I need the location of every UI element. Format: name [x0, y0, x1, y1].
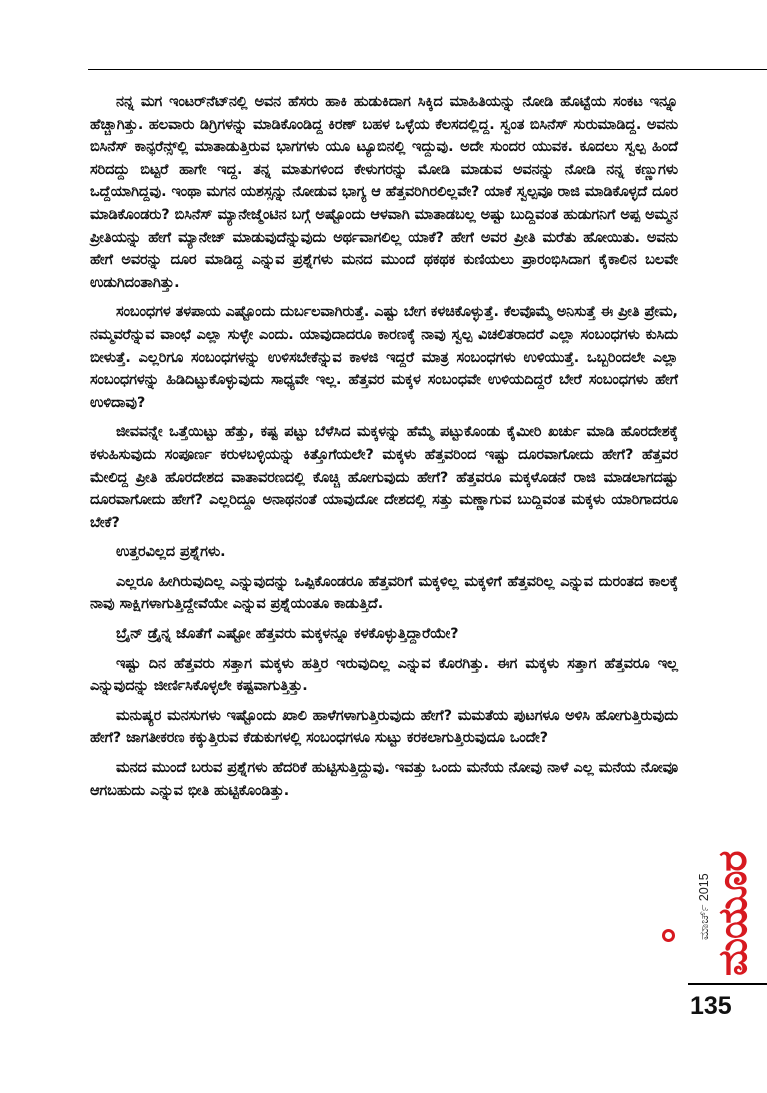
paragraph-1: ನನ್ನ ಮಗ ಇಂಟರ್‌ನೆಟ್‌ನಲ್ಲಿ ಅವನ ಹೆಸರು ಹಾಕಿ ಹುಡುಕಿದಾಗ ಸಿಕ್ಕಿದ ಮಾಹಿತಿಯನ್ನು ನೋಡಿ ಹೊಟ್ಟೆಯ ಸಂಕಟ ಇನ್ನೂ ಹೆಚ್ಚಾಗಿತ್ತು. ಹಲವಾರು ಡಿಗ್ರಿಗಳನ್ನು ಮಾಡಿಕೊಂಡಿದ್ದ ಕಿರಣ್ ಬಹಳ ಒಳ್ಳೆಯ ಕೆಲಸದಲ್ಲಿದ್ದ. ಸ್ವಂತ ಬಿಸಿನೆಸ್ ಸುರುಮಾಡಿದ್ದ. ಅವನು ಬಿಸಿನೆಸ್ ಕಾನ್ಫರೆನ್ಸ್‌ಲ್ಲಿ ಮಾತಾಡುತ್ತಿರುವ ಭಾಗಗಳು ಯೂ ಟ್ಯೂಬಿನಲ್ಲಿ ಇದ್ದುವು. ಅದೇ ಸುಂದರ ಯುವಕ. ಕೂದಲು ಸ್ವಲ್ಪ ಹಿಂದೆ ಸರಿದದ್ದು ಬಿಟ್ಟರೆ ಹಾಗೇ ಇದ್ದ. ತನ್ನ ಮಾತುಗಳಿಂದ ಕೇಳುಗರನ್ನು ಮೋಡಿ ಮಾಡುವ ಅವನನ್ನು ನೋಡಿ ನನ್ನ ಕಣ್ಣುಗಳು ಒದ್ದೆಯಾಗಿದ್ದವು. ಇಂಥಾ ಮಗನ ಯಶಸ್ಸನ್ನು ನೋಡುವ ಭಾಗ್ಯ ಆ ಹೆತ್ತವರಿಗಿರಲಿಲ್ಲವೇ? ಯಾಕೆ ಸ್ವಲ್ಪವೂ ರಾಜಿ ಮಾಡಿಕೊಳ್ಳದೆ ದೂರ ಮಾಡಿಕೊಂಡರು? ಬಿಸಿನೆಸ್ ಮ್ಯಾನೇಜ್ಮೆಂಟಿನ ಬಗ್ಗೆ ಅಷ್ಟೊಂದು ಆಳವಾಗಿ ಮಾತಾಡಬಲ್ಲ ಅಷ್ಟು ಬುದ್ದಿವಂತ ಹುಡುಗನಿಗೆ ಅಪ್ಪ ಅಮ್ಮನ ಪ್ರೀತಿಯನ್ನು ಹೇಗೆ ಮ್ಯಾನೇಜ್ ಮಾಡುವುದೆನ್ನುವುದು ಅರ್ಥವಾಗಲಿಲ್ಲ ಯಾಕೆ? ಹೇಗೆ ಅವರ ಪ್ರೀತಿ ಮರೆತು ಹೋಯಿತು. ಅವನು ಹೇಗೆ ಅವರನ್ನು ದೂರ ಮಾಡಿದ್ದ ಎನ್ನುವ ಪ್ರಶ್ನೆಗಳು ಮನದ ಮುಂದೆ ಥಕಥಕ ಕುಣಿಯಲು ಪ್ರಾರಂಭಿಸಿದಾಗ ಕೈಕಾಲಿನ ಬಲವೇ ಉಡುಗಿದಂತಾಗಿತ್ತು.	[90, 94, 678, 291]
paragraph-9: ಮನದ ಮುಂದೆ ಬರುವ ಪ್ರಶ್ನೆಗಳು ಹೆದರಿಕೆ ಹುಟ್ಟಿಸುತ್ತಿದ್ದುವು. ಇವತ್ತು ಒಂದು ಮನೆಯ ನೋವು ನಾಳೆ ಎಲ್ಲ ಮನೆಯ ನೋವೂ ಆಗಬಹುದು ಎನ್ನುವ ಭೀತಿ ಹುಟ್ಟಿಕೊಂಡಿತ್ತು.	[90, 760, 678, 799]
paragraph-5: ಎಲ್ಲರೂ ಹೀಗಿರುವುದಿಲ್ಲ ಎನ್ನುವುದನ್ನು ಒಪ್ಪಿಕೊಂಡರೂ ಹೆತ್ತವರಿಗೆ ಮಕ್ಕಳಿಲ್ಲ ಮಕ್ಕಳಿಗೆ ಹೆತ್ತವರಿಲ್ಲ ಎನ್ನುವ ದುರಂತದ ಕಾಲಕ್ಕೆ ನಾವು ಸಾಕ್ಷಿಗಳಾಗುತ್ತಿದ್ದೇವೆಯೇ ಎನ್ನುವ ಪ್ರಶ್ನೆಯಂತೂ ಕಾಡುತ್ತಿದೆ.	[90, 573, 678, 613]
page-number: 135	[690, 992, 732, 1020]
issue-date: ಮಾರ್ಚ್ 2015	[697, 873, 711, 940]
article-body	[90, 91, 678, 809]
paragraph-4: ಉತ್ತರವಿಲ್ಲದ ಪ್ರಶ್ನೆಗಳು.	[116, 544, 226, 561]
paragraph-8: ಮನುಷ್ಯರ ಮನಸುಗಳು ಇಷ್ಟೊಂದು ಖಾಲಿ ಹಾಳೆಗಳಾಗುತ್ತಿರುವುದು ಹೇಗೆ? ಮಮತೆಯ ಪುಟಗಳೂ ಅಳಿಸಿ ಹೋಗುತ್ತಿರುವುದು ಹೇಗೆ? ಜಾಗತೀಕರಣ ಕಕ್ಕುತ್ತಿರುವ ಕೆಡುಕುಗಳಲ್ಲಿ ಸಂಬಂಧಗಳೂ ಸುಟ್ಟು ಕರಕಲಾಗುತ್ತಿರುವುದೂ ಒಂದೇ?	[90, 707, 678, 747]
magazine-logo	[666, 851, 756, 976]
paragraph-2: ಸಂಬಂಧಗಳ ತಳಪಾಯ ಎಷ್ಟೊಂದು ದುರ್ಬಲವಾಗಿರುತ್ತೆ. ಎಷ್ಟು ಬೇಗ ಕಳಚಿಕೊಳ್ಳುತ್ತೆ. ಕೆಲವೊಮ್ಮೆ ಅನಿಸುತ್ತೆ ಈ ಪ್ರೀತಿ ಪ್ರೇಮ, ನಮ್ಮವರೆನ್ನುವ ವಾಂಛೆ ಎಲ್ಲಾ ಸುಳ್ಳೇ ಎಂದು. ಯಾವುದಾದರೂ ಕಾರಣಕ್ಕೆ ನಾವು ಸ್ವಲ್ಪ ವಿಚಲಿತರಾದರೆ ಎಲ್ಲಾ ಸಂಬಂಧಗಳು ಕುಸಿದು ಬೀಳುತ್ತೆ. ಎಲ್ಲರಿಗೂ ಸಂಬಂಧಗಳನ್ನು ಉಳಿಸಬೇಕೆನ್ನುವ ಕಾಳಜಿ ಇದ್ದರೆ ಮಾತ್ರ ಸಂಬಂಧಗಳು ಉಳಿಯುತ್ತೆ. ಒಬ್ಬರಿಂದಲೇ ಎಲ್ಲಾ ಸಂಬಂಧಗಳನ್ನು ಹಿಡಿದಿಟ್ಟುಕೊಳ್ಳುವುದು ಸಾಧ್ಯವೇ ಇಲ್ಲ. ಹೆತ್ತವರ ಮಕ್ಕಳ ಸಂಬಂಧವೇ ಉಳಿಯದಿದ್ದರೆ ಬೇರೆ ಸಂಬಂಧಗಳು ಹೇಗೆ ಉಳಿದಾವು?	[90, 304, 678, 411]
paragraph-7: ಇಷ್ಟು ದಿನ ಹೆತ್ತವರು ಸತ್ತಾಗ ಮಕ್ಕಳು ಹತ್ತಿರ ಇರುವುದಿಲ್ಲ ಎನ್ನುವ ಕೊರಗಿತ್ತು. ಈಗ ಮಕ್ಕಳು ಸತ್ತಾಗ ಹೆತ್ತವರೂ ಇಲ್ಲ ಎನ್ನುವುದನ್ನು ಜೀರ್ಣಿಸಿಕೊಳ್ಳಲೇ ಕಷ್ಟವಾಗುತ್ತಿತ್ತು.	[90, 655, 678, 695]
paragraph-3: ಜೀವವನ್ನೇ ಒತ್ತೆಯಿಟ್ಟು ಹೆತ್ತು, ಕಷ್ಟ ಪಟ್ಟು ಬೆಳೆಸಿದ ಮಕ್ಕಳನ್ನು ಹೆಮ್ಮೆ ಪಟ್ಟುಕೊಂಡು ಕೈಮೀರಿ ಖರ್ಚು ಮಾಡಿ ಹೊರದೇಶಕ್ಕೆ ಕಳುಹಿಸುವುದು ಸಂಪೂರ್ಣ ಕರುಳಬಳ್ಳಿಯನ್ನು ಕಿತ್ತೊಗೆಯಲೇ? ಮಕ್ಕಳು ಹೆತ್ತವರಿಂದ ಇಷ್ಟು ದೂರವಾಗೋದು ಹೇಗೆ? ಹೆತ್ತವರ ಮೇಲಿದ್ದ ಪ್ರೀತಿ ಹೊರದೇಶದ ವಾತಾವರಣದಲ್ಲಿ ಕೊಚ್ಚಿ ಹೋಗುವುದು ಹೇಗೆ? ಹೆತ್ತವರೂ ಮಕ್ಕಳೊಡನೆ ರಾಜಿ ಮಾಡಲಾಗದಷ್ಟು ದೂರವಾಗೋದು ಹೇಗೆ? ಎಲ್ಲರಿದ್ದೂ ಅನಾಥನಂತೆ ಯಾವುದೋ ದೇಶದಲ್ಲಿ ಸತ್ತು ಮಣ್ಣಾಗುವ ಬುದ್ದಿವಂತ ಮಕ್ಕಳು ಯಾರಿಗಾದರೂ ಬೇಕೆ?	[90, 424, 678, 531]
footer-divider	[688, 983, 767, 985]
magazine-name: ಮಯೂರ	[710, 851, 756, 976]
header-divider	[88, 69, 767, 70]
ring-bullet-icon	[662, 929, 675, 942]
paragraph-6: ಬ್ರೈನ್ ಡ್ರೈನ್ನ ಜೊತೆಗೆ ಎಷ್ಟೋ ಹೆತ್ತವರು ಮಕ್ಕಳನ್ನೂ ಕಳಕೊಳ್ಳುತ್ತಿದ್ದಾರೆಯೇ?	[116, 626, 459, 643]
